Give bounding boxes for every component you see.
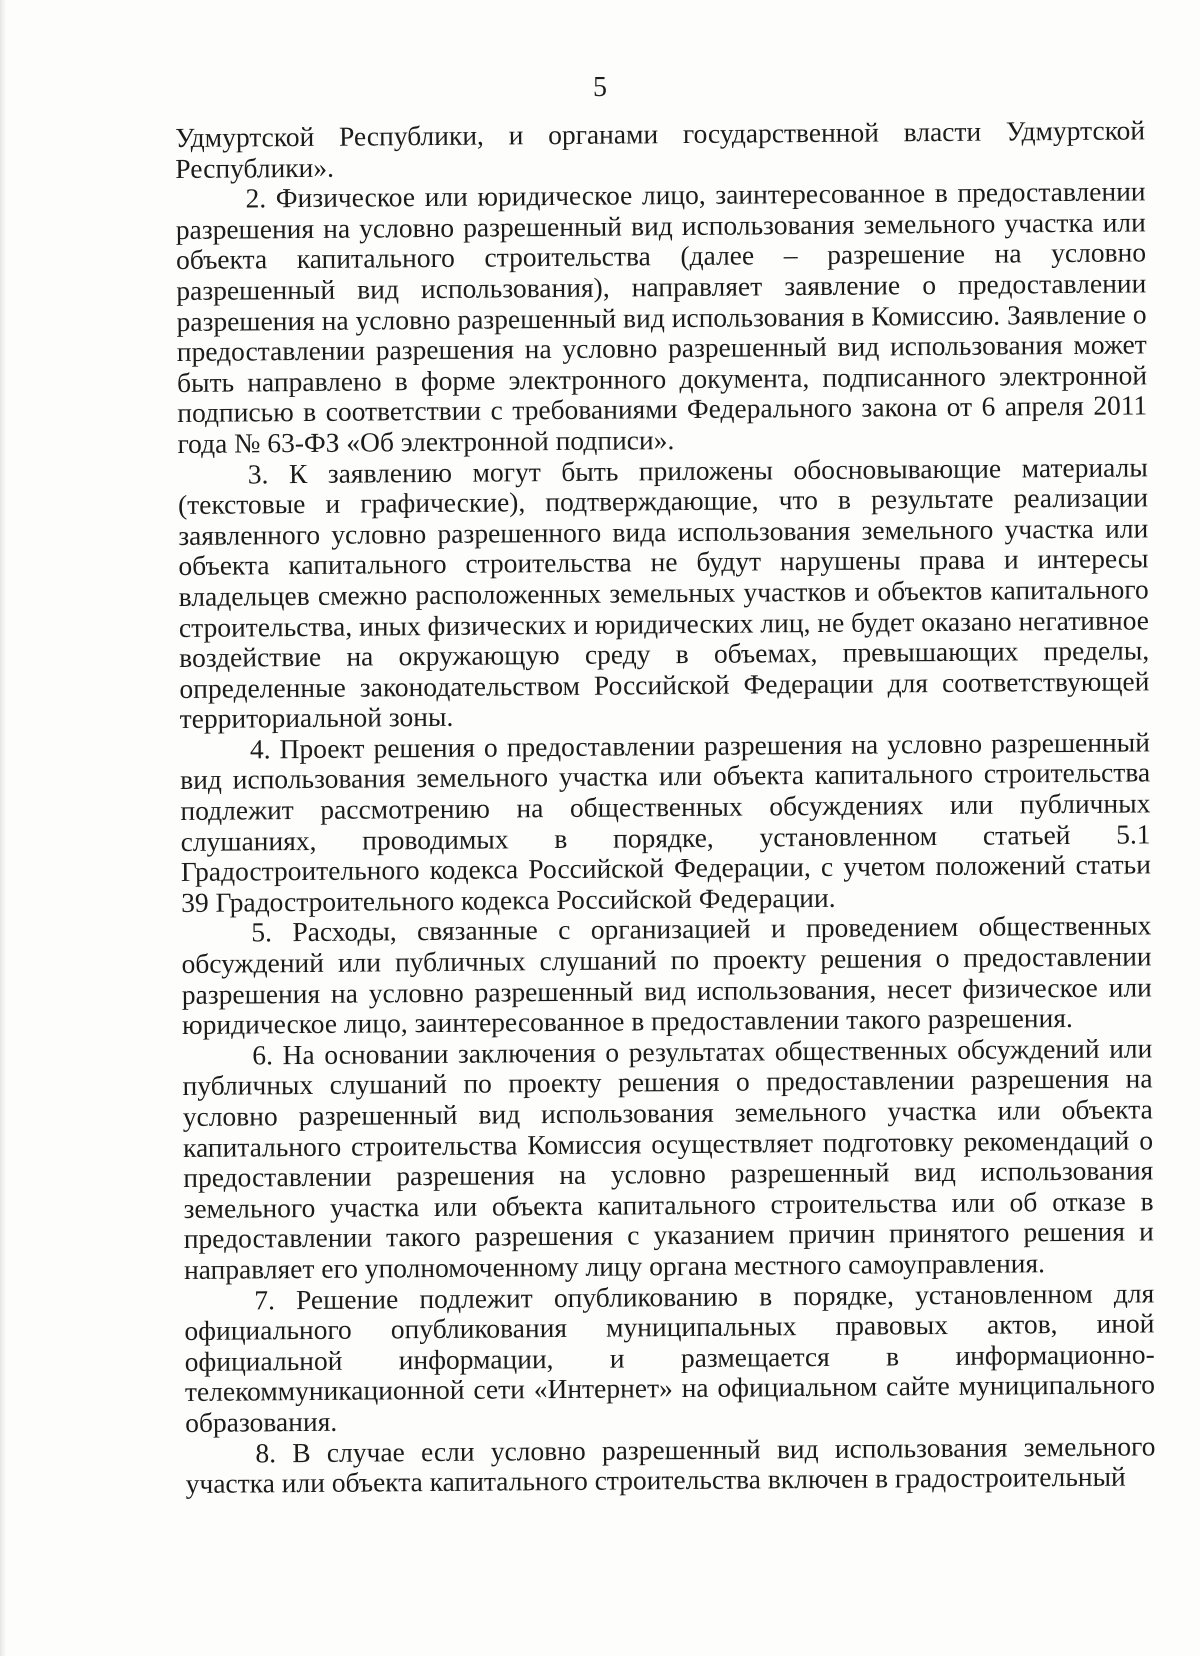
paragraph-continuation: Удмуртской Республики, и органами государственной власти Удмуртской Республики». [174,114,1146,184]
paragraph-item-3: 3. К заявлению могут быть приложены обосновывающие материалы (текстовые и графические), подтверждающие, что в результате реализации заявленного условно разрешенного вида использования земельного участка или объекта капитального строительства не будут нарушены права и интересы владельцев смежно расположенных земельных участков и объектов капитального строительства, иных физических и юридических лиц, не будет оказано негативное воздействие на окружающую среду в объемах, превышающих пределы, определенные законодательством Российской Федерации для соответствующей территориальной зоны. [177,450,1150,735]
paragraph-item-6: 6. На основании заключения о результатах общественных обсуждений или публичных слушаний по проекту решения о предоставлении разрешения на условно разрешенный вид использования земельного участка или объекта капитального строительства Комиссия осуществляет подготовку рекомендаций о предоставлении разрешения на условно разрешенный вид использования земельного участка или объекта капитального строительства или об отказе в предоставлении такого разрешения с указанием причин принятого решения и направляет его уполномоченному лицу органа местного самоуправления. [182,1032,1154,1285]
scan-edge-shadow [0,0,6,1656]
paragraph-item-2: 2. Физическое или юридическое лицо, заинтересованное в предоставлении разрешения на условно разрешенный вид использования земельного участка или объекта капитального строительства (далее – разрешение на условно разрешенный вид использования), направляет заявление о предоставлении разрешения на условно разрешенный вид использования в Комиссию. Заявление о предоставлении разрешения на условно разрешенный вид использования может быть направлено в форме электронного документа, подписанного электронной подписью в соответствии с требованиями Федерального закона от 6 апреля 2011 года № 63-ФЗ «Об электронной подписи». [175,175,1148,459]
paragraph-item-4: 4. Проект решения о предоставлении разрешения на условно разрешенный вид использования земельного участка или объекта капитального строительства подлежит рассмотрению на общественных обсуждениях или публичных слушаниях, проводимых в порядке, установленном статьей 5.1 Градостроительного кодекса Российской Федерации, с учетом положений статьи 39 Градостроительного кодекса Российской Федерации. [180,726,1151,918]
paragraph-item-8: 8. В случае если условно разрешенный вид использования земельного участка или объекта капитального строительства включен в градостроительный [185,1429,1156,1500]
paragraph-item-7: 7. Решение подлежит опубликованию в порядке, установленном для официального опубликования муниципальных правовых актов, иной официальной информации, и размещается в информационно-телекоммуникационной сети «Интернет» на официальном сайте муниципального образования. [184,1276,1156,1438]
document-body [175,115,1156,1499]
page-number: 5 [593,72,607,103]
paragraph-item-5: 5. Расходы, связанные с организацией и проведением общественных обсуждений или публичных слушаний по проекту решения о предоставлении разрешения на условно разрешенный вид использования, несет физическое или юридическое лицо, заинтересованное в предоставлении такого разрешения. [181,909,1152,1041]
